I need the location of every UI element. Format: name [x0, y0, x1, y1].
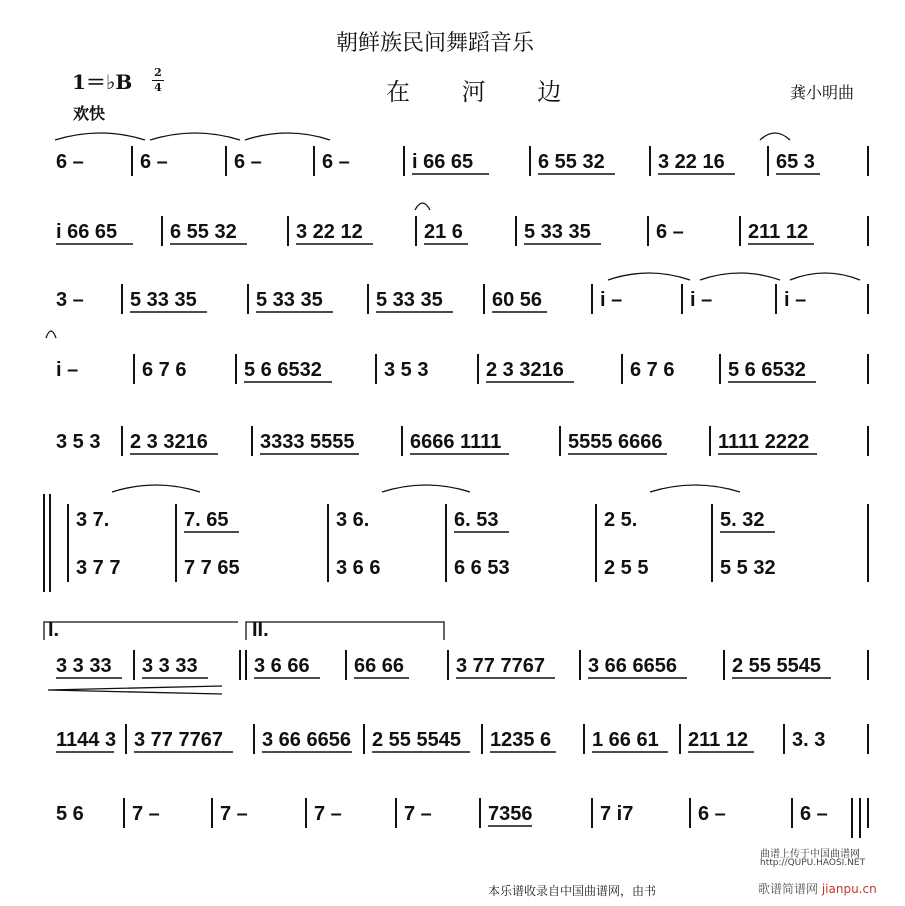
measure: 5. 32	[720, 509, 765, 531]
watermark-url: http://QUPU.HAOSI.NET	[760, 858, 866, 868]
measure: 5555 6666	[568, 431, 663, 453]
measure: 6 –	[698, 803, 726, 825]
measure-lower: 7 7 65	[184, 557, 240, 579]
measure: 21 6	[424, 221, 463, 243]
watermark-site-name: 歌谱简谱网	[758, 882, 819, 896]
measure: 2 55 5545	[372, 729, 461, 751]
measure: 7 –	[404, 803, 432, 825]
composer-credit: 龚小明曲	[790, 83, 855, 102]
measure: 3 5 3	[56, 431, 101, 453]
measure: i 66 65	[412, 151, 474, 173]
measure: 211 12	[748, 221, 809, 243]
tie-arc	[650, 485, 740, 492]
volta-label: I.	[48, 619, 60, 641]
measure-lower: 5 5 32	[720, 557, 776, 579]
watermark-upload: 曲谱上传于中国曲谱网	[760, 849, 860, 860]
volta-bracket	[44, 622, 238, 640]
measure: 6 –	[234, 151, 262, 173]
measure: 65 3	[776, 151, 815, 173]
volta-label: II.	[252, 619, 269, 641]
measure: 3 66 6656	[262, 729, 351, 751]
measure: 6 –	[800, 803, 828, 825]
tie-arc	[150, 133, 240, 140]
measure: 7356	[488, 803, 533, 825]
measure: 7 –	[314, 803, 342, 825]
measure: 3333 5555	[260, 431, 355, 453]
hairpin	[48, 686, 222, 694]
measure: 60 56	[492, 289, 543, 311]
measure-lower: 3 6 6	[336, 557, 381, 579]
source-note: 本乐谱收录自中国曲谱网，由书	[488, 884, 657, 898]
watermark-site-domain: jianpu.cn	[818, 882, 877, 896]
measure: 5 6 6532	[244, 359, 322, 381]
measure: 7 –	[132, 803, 160, 825]
measure: 2 55 5545	[732, 655, 821, 677]
measure: 6 55 32	[538, 151, 605, 173]
tie-arc	[46, 331, 56, 338]
measure: 7 i7	[600, 803, 634, 825]
measure: 2 5.	[604, 509, 638, 531]
measure: 3 6.	[336, 509, 370, 531]
measure-lower: 3 7 7	[76, 557, 121, 579]
measure: i 66 65	[56, 221, 118, 243]
tie-arc	[608, 273, 690, 280]
time-signature-bottom: 4	[154, 81, 162, 94]
measure: 5 6	[56, 803, 84, 825]
measure: 3 6 66	[254, 655, 310, 677]
measure: 5 6 6532	[728, 359, 806, 381]
measure: 7. 65	[184, 509, 229, 531]
tie-arc	[245, 133, 330, 140]
measure: 66 66	[354, 655, 405, 677]
measure: 1235 6	[490, 729, 552, 751]
measure: 3 3 33	[56, 655, 112, 677]
measure: 5 33 35	[130, 289, 197, 311]
measure: 3 5 3	[384, 359, 429, 381]
piece-title: 在 河 边	[386, 78, 584, 106]
measure: 3. 3	[792, 729, 826, 751]
measure: 2 3 3216	[130, 431, 208, 453]
measure: 5 33 35	[376, 289, 443, 311]
measure-lower: 2 5 5	[604, 557, 649, 579]
measure-lower: 6 6 53	[454, 557, 510, 579]
measure: 7 –	[220, 803, 248, 825]
measure: 3 3 33	[142, 655, 198, 677]
measure: 2 3 3216	[486, 359, 564, 381]
measure: i –	[784, 289, 807, 311]
measure: 1 66 61	[592, 729, 659, 751]
tie-arc	[55, 133, 145, 140]
measure: 5 33 35	[256, 289, 323, 311]
measure: 6 –	[56, 151, 84, 173]
tie-arc	[112, 485, 200, 492]
watermark-site	[758, 880, 877, 897]
measure: 6. 53	[454, 509, 499, 531]
measure: 1111 2222	[718, 431, 810, 453]
measure: i –	[56, 359, 79, 381]
tempo-marking: 欢快	[73, 104, 106, 123]
measure: 6 7 6	[142, 359, 187, 381]
tie-arc	[760, 133, 790, 140]
volta-bracket	[246, 622, 444, 640]
measure: 1144 3	[56, 729, 117, 751]
measure: 6 –	[140, 151, 168, 173]
measure: 3 22 12	[296, 221, 363, 243]
measure: 3 77 7767	[456, 655, 545, 677]
tie-arc	[790, 273, 860, 280]
measure: 3 22 16	[658, 151, 725, 173]
measure: 5 33 35	[524, 221, 591, 243]
measure: 3 7.	[76, 509, 110, 531]
time-signature-top: 2	[154, 66, 162, 79]
measure: 211 12	[688, 729, 749, 751]
tie-arc	[415, 203, 430, 210]
key-signature: 1＝♭B	[72, 70, 133, 94]
measure: 6 –	[322, 151, 350, 173]
measure: 3 –	[56, 289, 84, 311]
measure: 6 –	[656, 221, 684, 243]
tie-arc	[700, 273, 780, 280]
measure: 3 66 6656	[588, 655, 677, 677]
tie-arc	[382, 485, 470, 492]
measure: 3 77 7767	[134, 729, 223, 751]
measure: 6 55 32	[170, 221, 237, 243]
measure: 6 7 6	[630, 359, 675, 381]
measure: i –	[600, 289, 623, 311]
score-title: 朝鲜族民间舞蹈音乐	[336, 31, 535, 56]
measure: i –	[690, 289, 713, 311]
measure: 6666 1111	[410, 431, 502, 453]
